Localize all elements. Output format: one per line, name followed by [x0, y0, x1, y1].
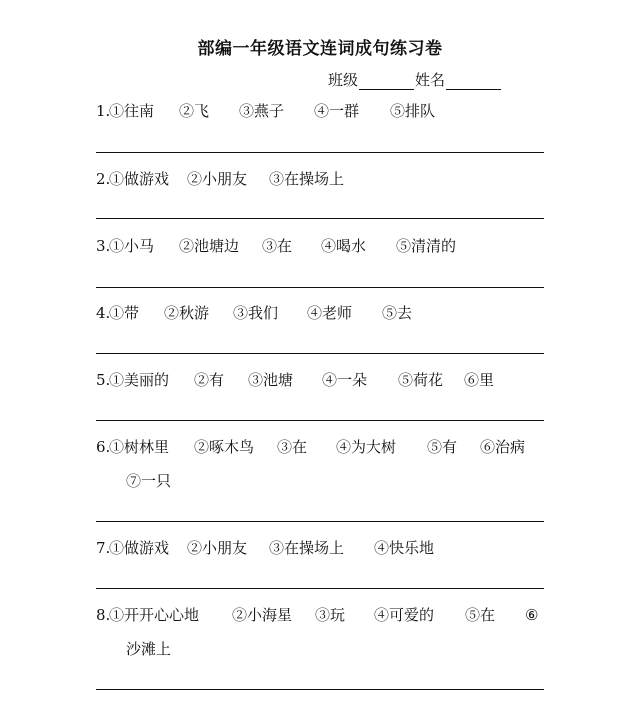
option: ②啄木鸟 [194, 438, 255, 456]
option: ③在操场上 [269, 539, 345, 557]
question-number: 4. [96, 304, 111, 322]
option: ①美丽的 [109, 371, 170, 389]
option: ①做游戏 [109, 539, 170, 557]
answer-line-7[interactable] [96, 588, 544, 589]
question-7 [96, 538, 546, 558]
question-6 [96, 437, 546, 457]
option: ②小朋友 [187, 170, 248, 188]
answer-line-4[interactable] [96, 353, 544, 354]
option: ①做游戏 [109, 170, 170, 188]
option: ⑤荷花 [398, 371, 444, 389]
option: ②池塘边 [179, 237, 240, 255]
option: ⑥ [525, 606, 539, 624]
question-number: 5. [96, 371, 111, 389]
question-6-continued [126, 471, 426, 491]
option: ⑦一只 [126, 472, 172, 490]
question-1 [96, 101, 546, 121]
question-2 [96, 169, 546, 189]
option: ⑤去 [382, 304, 413, 322]
answer-line-1[interactable] [96, 152, 544, 153]
question-8-continued [126, 639, 426, 659]
option: ⑤有 [427, 438, 458, 456]
question-3 [96, 236, 546, 256]
option: ③我们 [233, 304, 279, 322]
option: ②飞 [179, 102, 210, 120]
answer-line-5[interactable] [96, 420, 544, 421]
answer-line-3[interactable] [96, 287, 544, 288]
option: ④喝水 [321, 237, 367, 255]
question-number: 2. [96, 170, 111, 188]
option: ④为大树 [336, 438, 397, 456]
option: ①树林里 [109, 438, 170, 456]
option: ④老师 [307, 304, 353, 322]
option: ②小朋友 [187, 539, 248, 557]
option: ①开开心心地 [109, 606, 200, 624]
page-title: 部编一年级语文连词成句练习卷 [197, 39, 443, 59]
option: ③燕子 [239, 102, 285, 120]
question-number: 1. [96, 102, 111, 120]
question-number: 6. [96, 438, 111, 456]
option: ⑥治病 [480, 438, 526, 456]
option: ④可爱的 [374, 606, 435, 624]
answer-line-2[interactable] [96, 218, 544, 219]
question-number: 3. [96, 237, 111, 255]
answer-line-6[interactable] [96, 521, 544, 522]
option: ①带 [109, 304, 140, 322]
question-5 [96, 370, 546, 390]
option: ①往南 [109, 102, 155, 120]
class-label: 班级 [328, 71, 359, 89]
name-label: 姓名 [415, 71, 446, 89]
option: ②秋游 [164, 304, 210, 322]
student-info [328, 69, 502, 90]
option: ⑤排队 [390, 102, 436, 120]
option: ④快乐地 [374, 539, 435, 557]
question-number: 7. [96, 539, 111, 557]
option: ③玩 [315, 606, 346, 624]
option: ③在 [262, 237, 293, 255]
option: ②小海星 [232, 606, 293, 624]
option: ①小马 [109, 237, 155, 255]
name-blank[interactable] [446, 73, 501, 90]
option: ④一群 [314, 102, 360, 120]
question-number: 8. [96, 606, 111, 624]
answer-line-8[interactable] [96, 689, 544, 690]
option: ②有 [194, 371, 225, 389]
option: 沙滩上 [126, 640, 172, 658]
option: ⑤在 [465, 606, 496, 624]
option: ③在 [277, 438, 308, 456]
option: ③池塘 [248, 371, 294, 389]
option: ⑥里 [464, 371, 495, 389]
option: ④一朵 [322, 371, 368, 389]
option: ③在操场上 [269, 170, 345, 188]
question-8 [96, 605, 546, 625]
question-4 [96, 303, 546, 323]
class-blank[interactable] [359, 73, 414, 90]
option: ⑤清清的 [396, 237, 457, 255]
